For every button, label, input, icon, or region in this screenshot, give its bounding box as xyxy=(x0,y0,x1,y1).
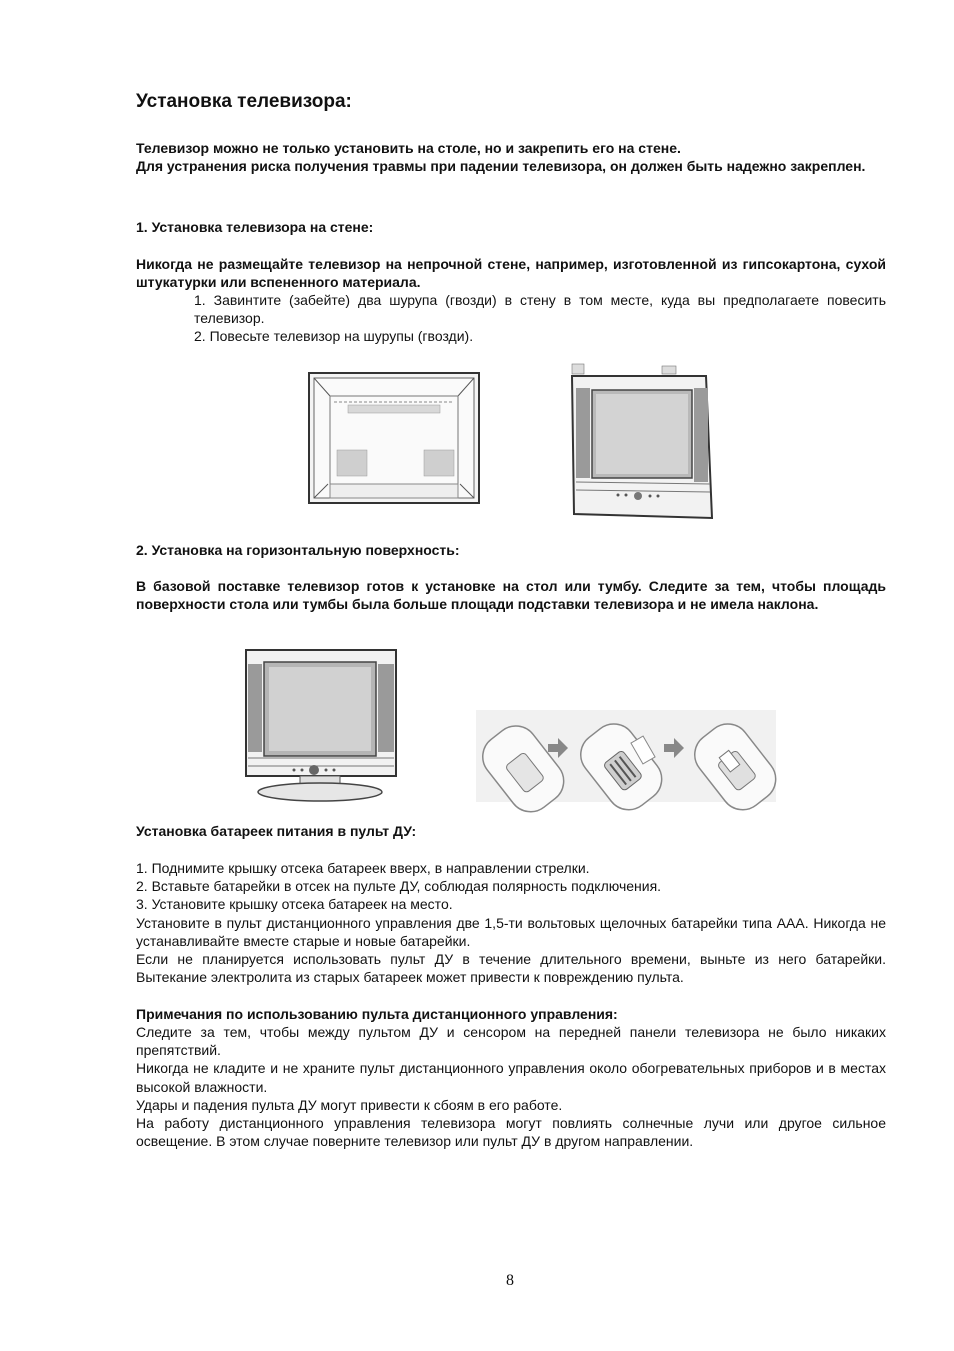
notes-line-4: На работу дистанционного управления телевизора могут повлиять солнечные лучи или другое сильное освещение. В этом случае поверните телевизор или пульт ДУ в другом направлении. xyxy=(136,1115,886,1150)
remote-battery-illustration xyxy=(476,710,776,802)
notes-text xyxy=(136,1023,886,1150)
section1-steps xyxy=(194,291,886,346)
notes-line-3: Удары и падения пульта ДУ могут привести к сбоям в его работе. xyxy=(136,1096,563,1113)
notes-line-2: Никогда не кладите и не храните пульт дистанционного управления около обогревательных приборов и в местах высокой влажности. xyxy=(136,1060,886,1095)
batteries-line-1: 1. Поднимите крышку отсека батареек вверх, в направлении стрелки. xyxy=(136,860,590,876)
page-title: Установка телевизора: xyxy=(136,91,352,112)
notes-heading: Примечания по использованию пульта дистанционного управления: xyxy=(136,1006,618,1022)
intro-line-1: Телевизор можно не только установить на столе, но и закрепить его на стене. xyxy=(136,140,681,156)
batteries-heading: Установка батареек питания в пульт ДУ: xyxy=(136,823,417,839)
batteries-line-4: Установите в пульт дистанционного управления две 1,5-ти вольтовых щелочных батарейки типа ААА. Никогда не устанавливайте вместе старые и новые батарейки. xyxy=(136,914,886,949)
notes-line-1: Следите за тем, чтобы между пультом ДУ и сенсором на передней панели телевизора не было никаких препятствий. xyxy=(136,1024,886,1059)
intro-text xyxy=(136,139,886,175)
section2-text: В базовой поставке телевизор готов к установке на стол или тумбу. Следите за тем, чтобы площадь поверхности стола или тумбы была больше площади подставки телевизора и не имела наклона. xyxy=(136,578,886,613)
tv-rear-illustration xyxy=(308,372,480,504)
batteries-line-2: 2. Вставьте батарейки в отсек на пульте ДУ, соблюдая полярность подключения. xyxy=(136,878,662,895)
section1-step-1: 1. Завинтите (забейте) два шурупа (гвозди) в стену в том месте, куда вы предполагаете повесить телевизор. xyxy=(194,292,886,327)
batteries-line-3: 3. Установите крышку отсека батареек на место. xyxy=(136,896,453,913)
intro-line-2: Для устранения риска получения травмы при падении телевизора, он должен быть надежно закреплен. xyxy=(136,158,866,175)
section2-heading: 2. Установка на горизонтальную поверхность: xyxy=(136,542,460,558)
section1-step-2: 2. Повесьте телевизор на шурупы (гвозди). xyxy=(194,328,474,345)
tv-front-wall-illustration xyxy=(566,362,718,524)
section1-warning: Никогда не размещайте телевизор на непрочной стене, например, изготовленной из гипсокартона, сухой штукатурки или вспененного материала. xyxy=(136,256,886,291)
tv-stand-illustration xyxy=(244,648,400,802)
section1-heading: 1. Установка телевизора на стене: xyxy=(136,219,374,235)
batteries-line-5: Если не планируется использовать пульт ДУ в течение длительного времени, выньте из него батарейки. Вытекание электролита из старых батареек может привести к повреждению пульта. xyxy=(136,951,886,986)
batteries-text xyxy=(136,859,886,986)
page-number: 8 xyxy=(506,1272,514,1289)
